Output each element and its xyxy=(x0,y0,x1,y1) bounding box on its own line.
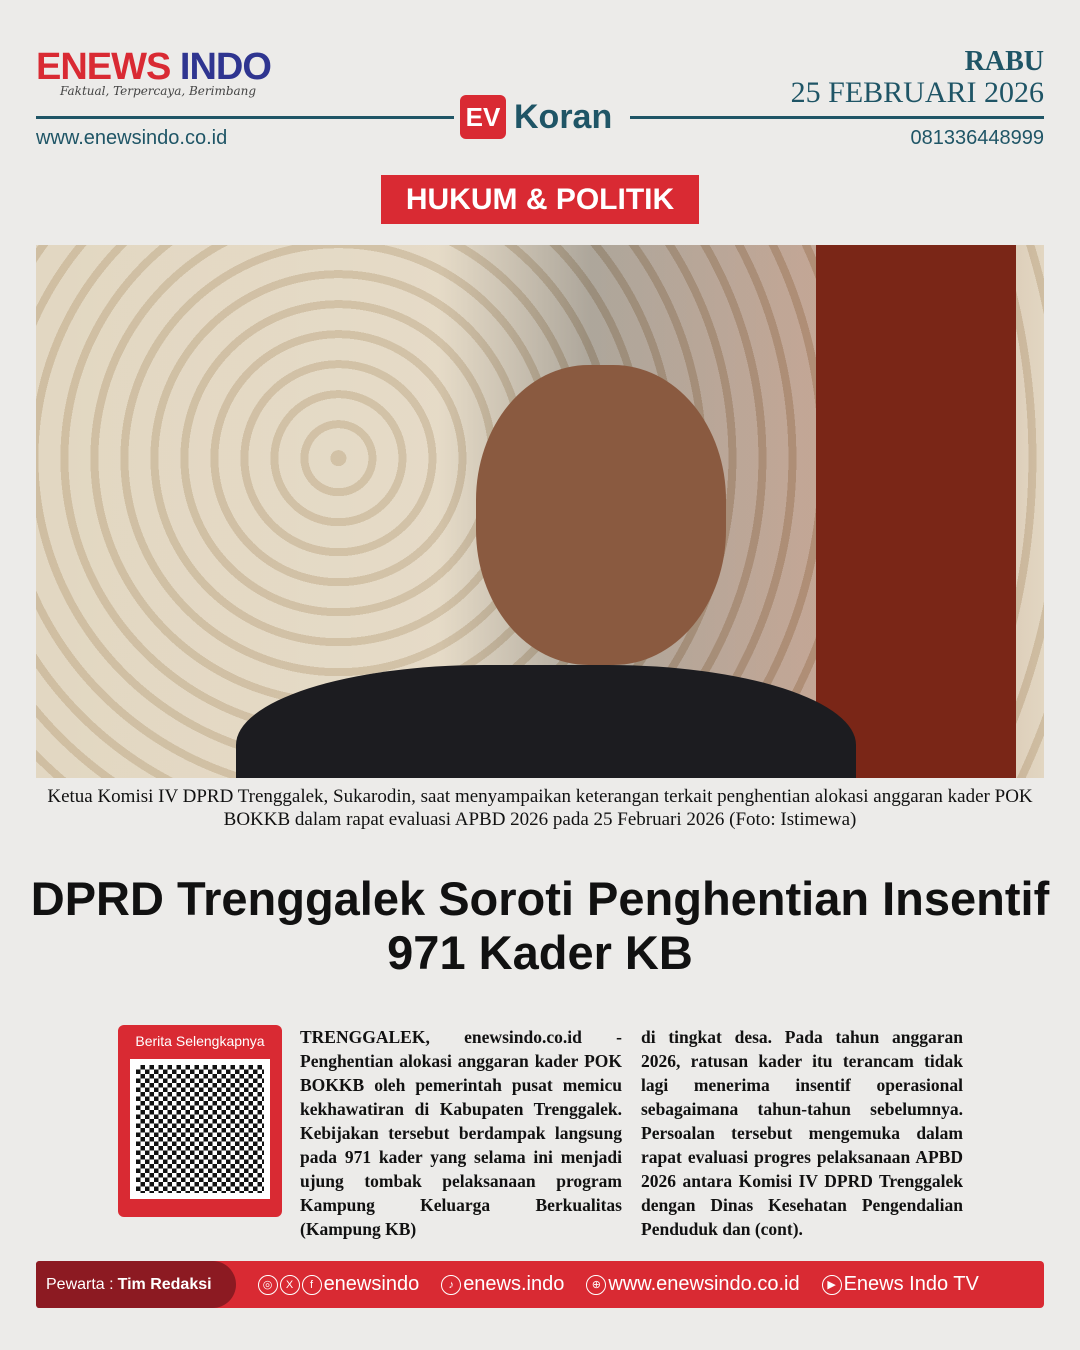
x-icon: X xyxy=(280,1275,300,1295)
news-photo xyxy=(36,245,1044,778)
footer-bar xyxy=(36,1261,1044,1308)
tagline: Faktual, Terpercaya, Berimbang xyxy=(60,84,257,98)
brand-logo: ENEWS INDO xyxy=(36,46,271,88)
facebook-icon: f xyxy=(302,1275,322,1295)
qr-card[interactable]: Berita Selengkapnya xyxy=(118,1025,282,1217)
tiktok-icon: ♪ xyxy=(441,1275,461,1295)
day: RABU xyxy=(964,46,1044,77)
divider xyxy=(630,116,1044,119)
youtube-channel[interactable]: ▶ Enews Indo TV xyxy=(822,1273,979,1296)
date: 25 FEBRUARI 2026 xyxy=(790,76,1044,109)
globe-icon: ⊕ xyxy=(586,1275,606,1295)
category-badge: HUKUM & POLITIK xyxy=(381,175,699,224)
qr-code-icon[interactable] xyxy=(136,1065,264,1193)
website: www.enewsindo.co.id xyxy=(36,127,228,149)
body-column-2: di tingkat desa. Pada tahun anggaran 2026, ratusan kader itu terancam tidak lagi menerima insentif operasional sebagaimana tahun-tahun sebelumnya. Persoalan tersebut mengemuka dalam rapat evaluasi progres pelaksanaan APBD 2026 antara Komisi IV DPRD Trenggalek dengan Dinas Kesehatan Pengendalian Penduduk dan (cont). xyxy=(641,1027,963,1239)
youtube-icon: ▶ xyxy=(822,1275,842,1295)
tiktok-handle[interactable]: ♪ enews.indo xyxy=(441,1273,564,1296)
ev-logo-icon: EV xyxy=(460,95,506,139)
headline: DPRD Trenggalek Soroti Penghentian Insentif 971 Kader KB xyxy=(30,872,1050,979)
instagram-icon: ◎ xyxy=(258,1275,278,1295)
reporter: Pewarta : Tim Redaksi xyxy=(36,1261,236,1308)
photo-caption: Ketua Komisi IV DPRD Trenggalek, Sukarodin, saat menyampaikan keterangan terkait penghentian alokasi anggaran kader POK BOKKB dalam rapat evaluasi APBD 2026 pada 25 Februari 2026 (Foto: Istimewa) xyxy=(47,786,1033,830)
social-handles[interactable]: ◎ X f enewsindo xyxy=(258,1273,420,1296)
section-logo: EV Koran xyxy=(460,95,612,139)
divider xyxy=(36,116,454,119)
website-link[interactable]: ⊕ www.enewsindo.co.id xyxy=(586,1273,799,1296)
phone: 081336448999 xyxy=(910,127,1044,149)
body-column-1: TRENGGALEK, enewsindo.co.id - Penghentian alokasi anggaran kader POK BOKKB oleh pemerintah pusat memicu kekhawatiran di Kabupaten Trenggalek. Kebijakan tersebut berdampak langsung pada 971 kader yang selama ini menjadi ujung tombak pelaksanaan program Kampung Keluarga Berkualitas (Kampung KB) xyxy=(300,1027,622,1239)
